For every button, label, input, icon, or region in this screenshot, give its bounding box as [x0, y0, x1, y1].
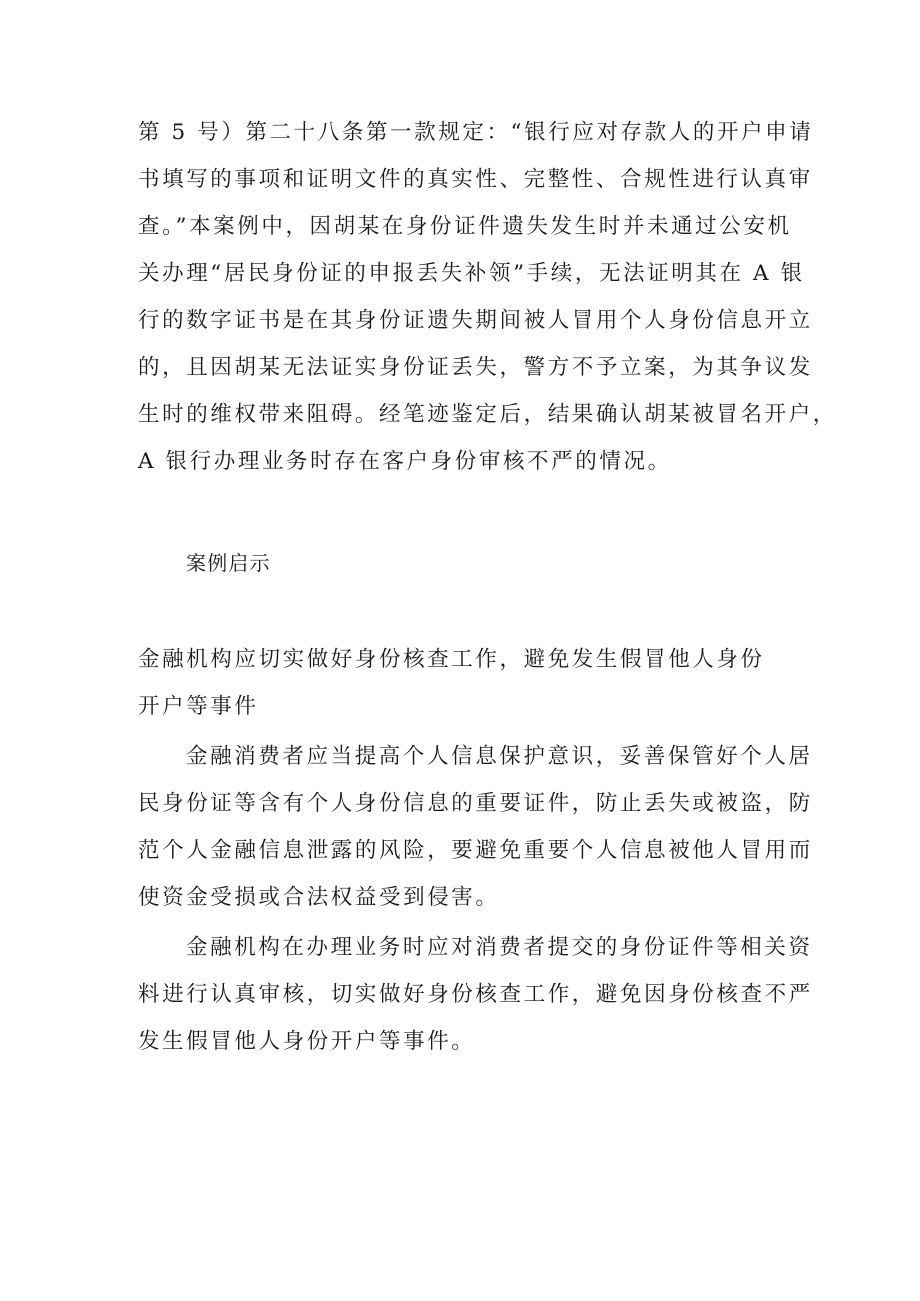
- paragraph-2-line-2: 民身份证等含有个人身份信息的重要证件，防止丢失或被盗，防: [138, 791, 813, 816]
- paragraph-3-line-1: 金融机构在办理业务时应对消费者提交的身份证件等相关资: [186, 935, 813, 960]
- paragraph-1-line-5: 行的数字证书是在其身份证遗失期间被人冒用个人身份信息开立: [138, 308, 813, 333]
- paragraph-1-line-8: A 银行办理业务时存在客户身份审核不严的情况。: [138, 449, 672, 474]
- paragraph-1-line-2: 书填写的事项和证明文件的真实性、完整性、合规性进行认真审: [138, 167, 813, 192]
- paragraph-2-line-3: 范个人金融信息泄露的风险，要避免重要个人信息被他人冒用而: [138, 838, 813, 863]
- section-heading: 案例启示: [186, 551, 271, 575]
- paragraph-2-line-1: 金融消费者应当提高个人信息保护意识，妥善保管好个人居: [186, 744, 813, 769]
- paragraph-1-line-6: 的，且因胡某无法证实身份证丢失，警方不予立案，为其争议发: [138, 355, 813, 380]
- paragraph-1-line-7: 生时的维权带来阻碍。经笔迹鉴定后，结果确认胡某被冒名开户，: [138, 402, 837, 427]
- subheading-line-1: 金融机构应切实做好身份核查工作，避免发生假冒他人身份: [138, 647, 765, 672]
- paragraph-1-line-3: 查。”本案例中，因胡某在身份证件遗失发生时并未通过公安机: [138, 214, 792, 239]
- paragraph-3-line-2: 料进行认真审核，切实做好身份核查工作，避免因身份核查不严: [138, 982, 813, 1007]
- subheading-line-2: 开户等事件: [138, 694, 259, 719]
- paragraph-2-line-4: 使资金受损或合法权益受到侵害。: [138, 885, 500, 910]
- paragraph-3-line-3: 发生假冒他人身份开户等事件。: [138, 1029, 476, 1054]
- paragraph-1-line-1: 第 5 号）第二十八条第一款规定：“银行应对存款人的开户申请: [138, 120, 814, 145]
- paragraph-1-line-4: 关办理“居民身份证的申报丢失补领”手续，无法证明其在 A 银: [138, 261, 805, 286]
